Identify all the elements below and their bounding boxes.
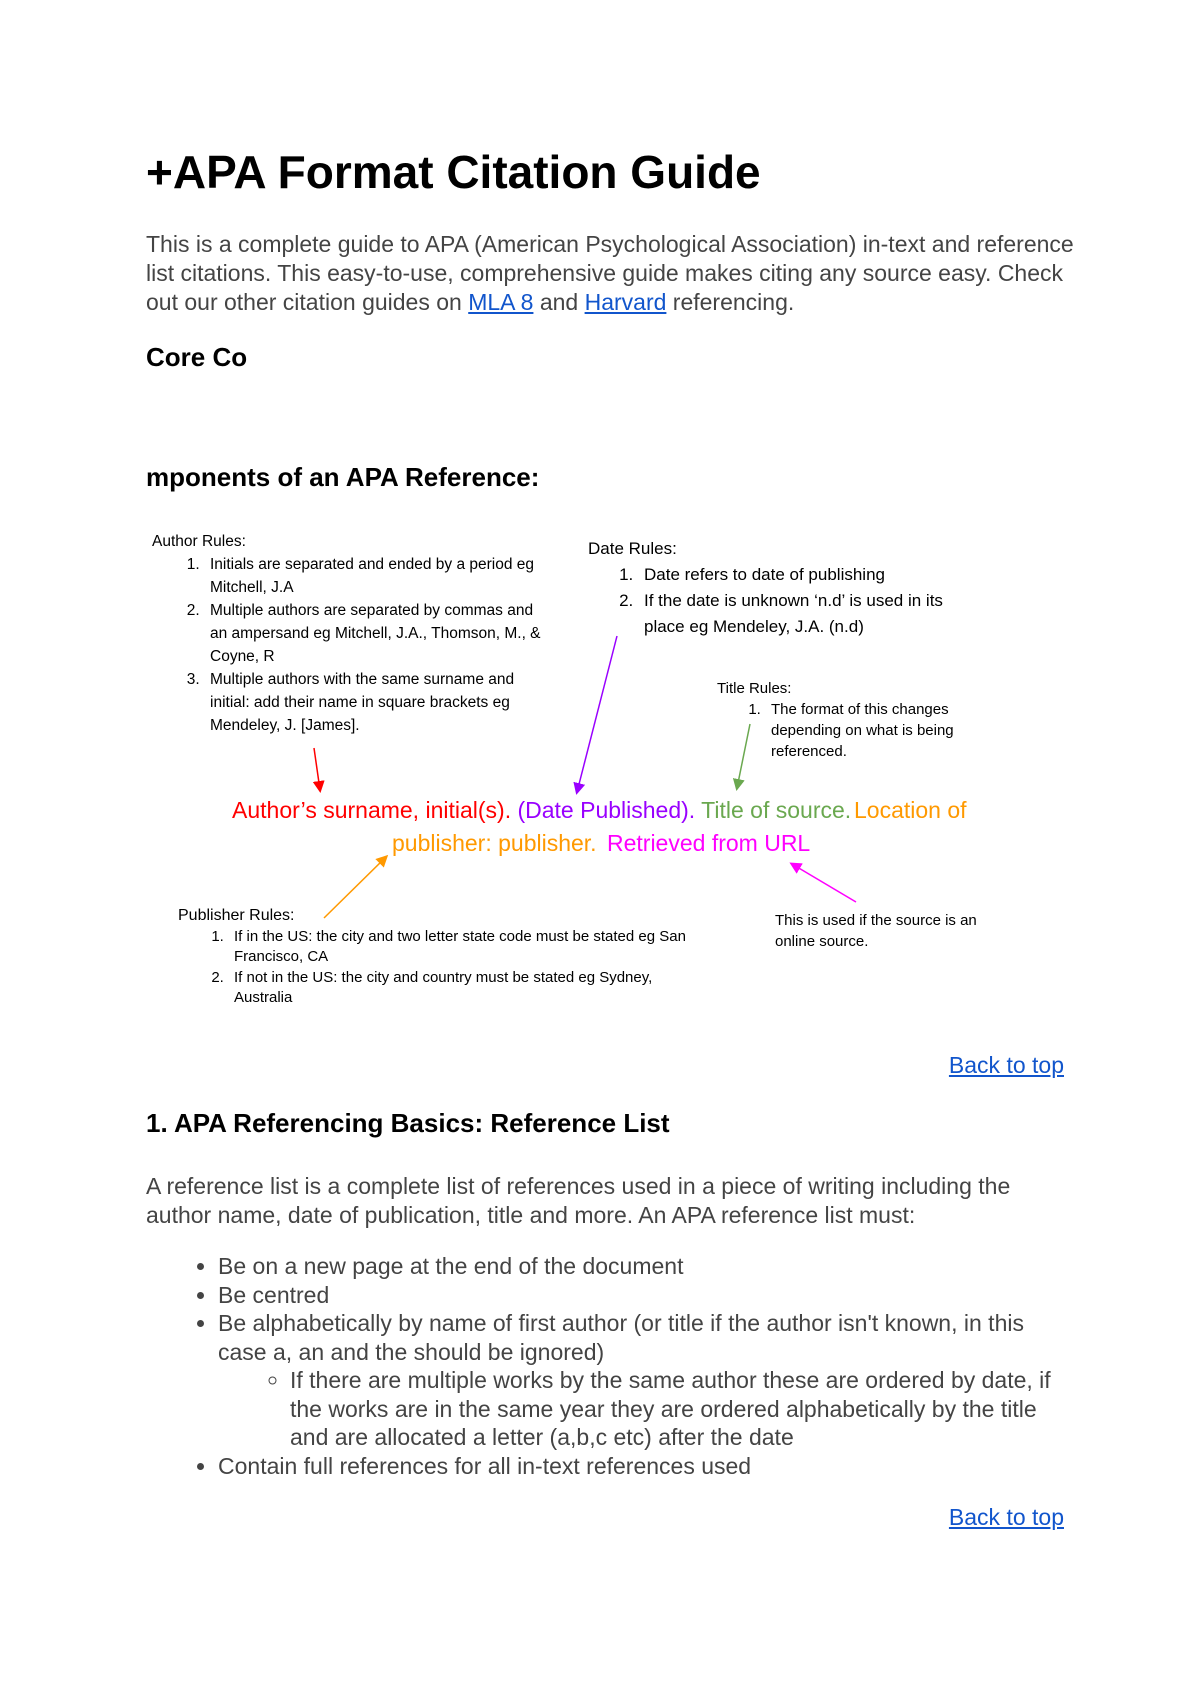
list-item: • Be on a new page at the end of the document — [218, 1252, 1076, 1281]
section1-paragraph: A reference list is a complete list of references used in a piece of writing including the author name, date of publication, title and more. An APA reference list must: — [146, 1173, 1011, 1228]
author-rule-item: 3. Multiple authors with the same surname and initial: add their name in square brackets eg Mendeley, J. [James]. — [204, 668, 552, 737]
author-rule-item: 1. Initials are separated and ended by a period eg Mitchell, J.A — [204, 553, 552, 599]
author-rule-item: 2. Multiple authors are separated by commas and an ampersand eg Mitchell, J.A., Thomson, M., & Coyne, R — [204, 599, 552, 668]
format-url: Retrieved from URL — [607, 830, 811, 856]
list-item: • Contain full references for all in-text references used — [218, 1452, 1076, 1481]
title-arrow — [737, 724, 750, 788]
section1-bullet-list — [146, 1252, 1076, 1480]
publisher-rules-title: Publisher Rules: — [178, 907, 295, 924]
publisher-rule-item: 2. If not in the US: the city and country must be stated eg Sydney, Australia — [228, 968, 698, 1009]
intro-text-end: referencing. — [666, 289, 795, 315]
list-item: • Be centred — [218, 1281, 1076, 1310]
format-author: Author’s surname, initial(s). — [232, 797, 512, 823]
date-rule-item: 2. If the date is unknown ‘n.d’ is used in its place eg Mendeley, J.A. (n.d) — [638, 588, 948, 640]
format-location: Location of publisher: publisher. — [392, 797, 967, 856]
url-note: This is used if the source is an online source. — [775, 912, 977, 950]
core-components-heading: Core Co — [146, 342, 248, 372]
format-title: Title of source. — [701, 797, 852, 823]
publisher-rule-item: 1. If in the US: the city and two letter state code must be stated eg San Francisco, CA — [228, 927, 698, 968]
list-item — [218, 1309, 1076, 1452]
page-title: +APA Format Citation Guide — [146, 146, 761, 198]
format-date: (Date Published). — [517, 797, 696, 823]
publisher-arrow — [324, 857, 386, 918]
author-arrow — [314, 748, 320, 790]
intro-text-mid: and — [533, 289, 585, 315]
intro-text: This is a complete guide to APA (American Psychological Association) in-text and reference list citations. This easy-to-use, comprehensive guide makes citing any source easy. Check out our other citation guides on — [146, 231, 1074, 315]
section1-heading: 1. APA Referencing Basics: Reference List — [146, 1108, 670, 1138]
sub-list-item: ◦ If there are multiple works by the same author these are ordered by date, if the works are in the same year they are ordered alphabetically by the title and are allocated a letter (a,b,c etc) after the date — [290, 1366, 1076, 1452]
date-arrow — [577, 636, 617, 792]
title-rule-item: 1. The format of this changes depending on what is being referenced. — [765, 699, 997, 762]
date-rules-title: Date Rules: — [588, 539, 677, 558]
title-rules-title: Title Rules: — [717, 680, 792, 697]
components-heading-continued: mponents of an APA Reference: — [146, 462, 540, 492]
mla-link[interactable]: MLA 8 — [468, 289, 534, 315]
list-item-text: Be alphabetically by name of first author (or title if the author isn't known, in this case a, an and the should be ignored) — [218, 1310, 1024, 1365]
url-arrow — [792, 864, 856, 902]
author-rules-title: Author Rules: — [152, 533, 246, 550]
back-to-top-link[interactable]: Back to top — [948, 1504, 1064, 1530]
back-to-top-link[interactable]: Back to top — [948, 1052, 1064, 1078]
harvard-link[interactable]: Harvard — [584, 289, 667, 315]
date-rule-item: 1. Date refers to date of publishing — [638, 562, 948, 588]
